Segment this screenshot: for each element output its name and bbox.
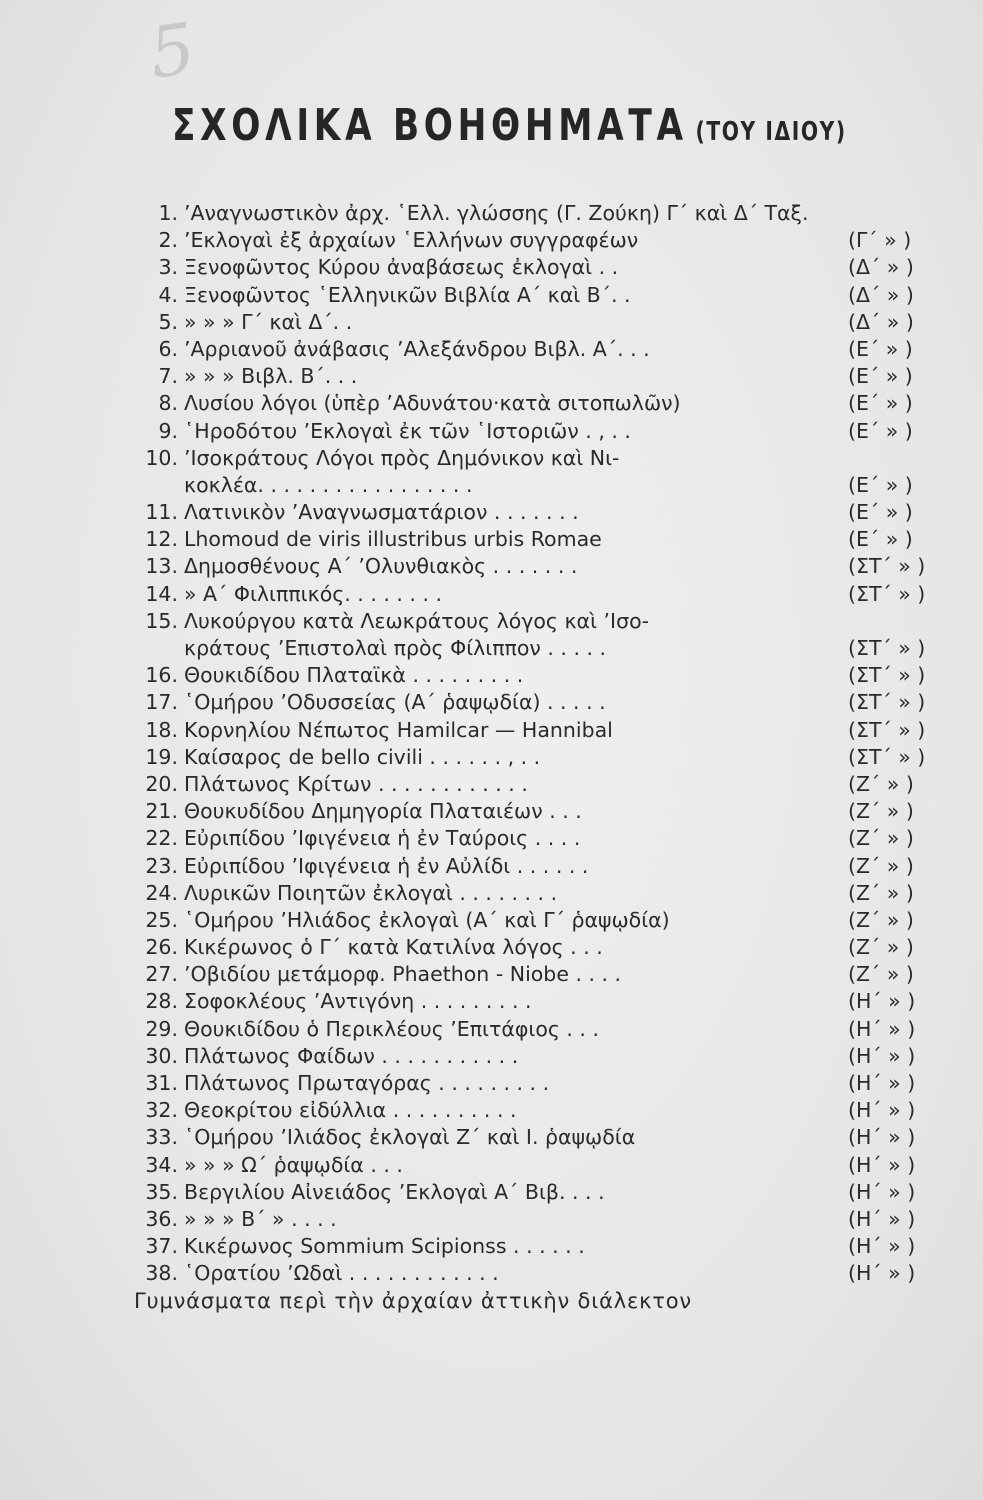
item-title: Θουκιδίδου ὁ Περικλέους ’Επιτάφιος . . . [184, 1016, 599, 1041]
list-item [0, 1260, 983, 1287]
item-title: Βεργιλίου Αἰνειάδος ’Εκλογαὶ Α΄ Βιβ. . . . [184, 1179, 605, 1204]
item-number: 38. [145, 1261, 178, 1286]
item-number: 36. [145, 1206, 178, 1231]
item-title: Λυρικῶν Ποιητῶν ἐκλογαὶ . . . . . . . . [184, 880, 558, 905]
item-number: 27. [145, 962, 178, 987]
item-number: 35. [145, 1179, 178, 1204]
item-number: 12. [145, 527, 178, 552]
item-number: 25. [145, 907, 178, 932]
item-number: 37. [145, 1234, 178, 1259]
item-class-level: (Η΄ » ) [848, 989, 916, 1014]
item-class-level: (Ζ΄ » ) [848, 880, 914, 905]
list-item [0, 1124, 983, 1151]
title-subtitle: (ΤΟΥ ΙΔΙΟΥ) [695, 117, 847, 147]
item-title: ῾Ορατίου ’Ωδαὶ . . . . . . . . . . . . [184, 1261, 499, 1286]
list-item [0, 1097, 983, 1124]
list-item [0, 853, 983, 880]
item-title: » » » Γ΄ καὶ Δ΄. . [184, 309, 353, 334]
item-number: 28. [145, 989, 178, 1014]
item-number: 19. [145, 744, 178, 769]
item-class-level: (ΣΤ΄ » ) [848, 636, 926, 660]
item-title: Ξενοφῶντος ῾Ελληνικῶν Βιβλία Α΄ καὶ Β΄. . [184, 282, 631, 307]
item-title: » Α΄ Φιλιππικός. . . . . . . . [184, 581, 443, 606]
item-class-level: (Η΄ » ) [848, 1125, 916, 1150]
item-class-level: (ΣΤ΄ » ) [848, 744, 926, 769]
item-title: ’Εκλογαὶ ἐξ ἀρχαίων ῾Ελλήνων συγγραφέων [184, 228, 639, 253]
list-item [0, 961, 983, 988]
item-title: Σοφοκλέους ’Αντιγόνη . . . . . . . . . [184, 989, 532, 1014]
item-title: Θουκιδίδου Πλαταϊκὰ . . . . . . . . . [184, 663, 524, 688]
item-title: Καίσαρος de bello civili . . . . . . , . . [184, 744, 541, 769]
item-title: Εὐριπίδου ’Ιφιγένεια ἡ ἐν Αὐλίδι . . . . . . [184, 853, 589, 878]
item-class-level: (Η΄ » ) [848, 1071, 916, 1095]
item-number: 24. [145, 880, 178, 905]
item-class-level: (Ζ΄ » ) [848, 907, 914, 932]
item-title: Lhomoud de viris illustribus urbis Romae [184, 527, 602, 552]
list-item [0, 1043, 983, 1070]
item-title: Λατινικὸν ’Αναγνωσματάριον . . . . . . . [184, 500, 579, 525]
item-number: 11. [145, 500, 178, 525]
item-title: κοκλέα. . . . . . . . . . . . . . . . . [184, 472, 473, 497]
list-item [0, 200, 983, 227]
item-class-level: (Δ΄ » ) [848, 309, 914, 334]
item-class-level: (Δ΄ » ) [848, 282, 914, 307]
list-item [0, 418, 983, 445]
item-number: 14. [145, 581, 178, 606]
list-item [0, 934, 983, 961]
item-number: 26. [145, 935, 178, 960]
footer-line [0, 1288, 983, 1315]
item-class-level: (Ε΄ » ) [848, 500, 913, 525]
item-title: » » » Ω΄ ῥαψῳδία . . . [184, 1152, 403, 1177]
item-title: Πλάτωνος Φαίδων . . . . . . . . . . . [184, 1043, 519, 1068]
item-class-level: (Ε΄ » ) [848, 472, 913, 497]
item-title: Κορνηλίου Νέπωτος Hamilcar — Hannibal [184, 717, 613, 742]
list-item [0, 1179, 983, 1206]
list-item [0, 662, 983, 689]
list-item [0, 1016, 983, 1043]
list-item [0, 390, 983, 417]
item-class-level: (Ε΄ » ) [848, 391, 913, 416]
item-class-level: (ΣΤ΄ » ) [848, 690, 926, 715]
item-class-level: (ΣΤ΄ » ) [848, 581, 926, 606]
list-item [0, 798, 983, 825]
list-item [0, 744, 983, 771]
item-class-level: (Η΄ » ) [848, 1016, 916, 1041]
item-title: Κικέρωνος ὁ Γ΄ κατὰ Κατιλίνα λόγος . . . [184, 935, 603, 960]
item-class-level: (Η΄ » ) [848, 1234, 916, 1259]
item-title: ῾Ομήρου ’Ηλιάδος ἐκλογαὶ (Α΄ καὶ Γ΄ ῥαψῳδία) [184, 907, 670, 932]
item-title: ῾Ομήρου ’Οδυσσείας (Α΄ ῥαψῳδία) . . . . . [184, 690, 606, 715]
item-title: Θεοκρίτου εἰδύλλια . . . . . . . . . . [184, 1098, 517, 1123]
list-item [0, 363, 983, 390]
item-title: Θουκυδίδου Δημηγορία Πλαταιέων . . . [184, 799, 582, 824]
list-item [0, 553, 983, 580]
list-item [0, 309, 983, 336]
item-class-level: (Ε΄ » ) [848, 418, 913, 443]
item-title: Κικέρωνος Sommium Scipionss . . . . . . [184, 1234, 585, 1259]
item-title: Δημοσθένους Α΄ ’Ολυνθιακὸς . . . . . . . [184, 554, 578, 579]
list-item [0, 1070, 983, 1097]
list-item [0, 1152, 983, 1179]
item-title: Εὐριπίδου ’Ιφιγένεια ἡ ἐν Ταύροις . . . . [184, 826, 581, 851]
list-item [0, 689, 983, 716]
item-class-level: (Ζ΄ » ) [848, 962, 914, 987]
item-number: 20. [145, 771, 178, 796]
list-item [0, 282, 983, 309]
list-item [0, 635, 983, 662]
item-title: ῾Ομήρου ’Ιλιάδος ἐκλογαὶ Ζ΄ καὶ Ι. ῥαψῳδία [184, 1125, 636, 1150]
item-class-level: (Ε΄ » ) [848, 364, 913, 389]
list-item [0, 1233, 983, 1260]
item-number: 16. [145, 663, 178, 688]
item-number: 22. [145, 826, 178, 851]
list-item [0, 608, 983, 635]
list-item [0, 526, 983, 553]
item-class-level: (Η΄ » ) [848, 1043, 916, 1068]
item-number: 3. [158, 255, 178, 280]
item-number: 23. [145, 853, 178, 878]
item-number: 32. [145, 1098, 178, 1123]
item-number: 18. [145, 717, 178, 742]
item-class-level: (Ζ΄ » ) [848, 826, 914, 851]
item-class-level: (Ζ΄ » ) [848, 935, 914, 960]
item-number: 1. [158, 201, 178, 225]
list-item [0, 336, 983, 363]
item-number: 8. [158, 391, 178, 416]
list-item [0, 1206, 983, 1233]
list-item [0, 227, 983, 254]
footer-text: Γυμνάσματα περὶ τὴν ἀρχαίαν ἀττικὴν διάλεκτον [134, 1288, 692, 1313]
item-class-level: (Δ΄ » ) [848, 255, 914, 280]
list-item [0, 771, 983, 798]
list-item [0, 472, 983, 499]
item-number: 34. [145, 1152, 178, 1177]
list-item [0, 581, 983, 608]
item-class-level: (Ζ΄ » ) [848, 853, 914, 878]
list-item [0, 825, 983, 852]
item-title: Πλάτωνος Πρωταγόρας . . . . . . . . . [184, 1071, 550, 1095]
item-title: Πλάτωνος Κρίτων . . . . . . . . . . . . [184, 771, 528, 796]
book-list [0, 200, 983, 1315]
item-class-level: (Ε΄ » ) [848, 527, 913, 552]
item-number: 29. [145, 1016, 178, 1041]
item-number: 9. [158, 418, 178, 443]
item-class-level: (Ζ΄ » ) [848, 771, 914, 796]
item-number: 7. [158, 364, 178, 389]
item-class-level: (Η΄ » ) [848, 1206, 916, 1231]
item-number: 15. [145, 608, 178, 633]
item-class-level: (Γ΄ » ) [848, 228, 912, 253]
item-title: Λυσίου λόγοι (ὑπὲρ ’Αδυνάτου·κατὰ σιτοπωλῶν) [184, 391, 681, 416]
list-item [0, 445, 983, 472]
list-item [0, 988, 983, 1015]
item-title: κράτους ’Επιστολαὶ πρὸς Φίλιππον . . . . . [184, 636, 607, 660]
item-number: 31. [145, 1071, 178, 1095]
list-item [0, 499, 983, 526]
list-item [0, 254, 983, 281]
item-title: » » » Β΄ » . . . . [184, 1206, 337, 1231]
list-item [0, 880, 983, 907]
item-title: ’Οβιδίου μετάμορφ. Phaethon - Niobe . . . . [184, 962, 622, 987]
item-title: » » » Βιβλ. Β΄. . . [184, 364, 358, 389]
item-number: 33. [145, 1125, 178, 1150]
list-item [0, 717, 983, 744]
item-number: 6. [158, 336, 178, 361]
item-number: 13. [145, 554, 178, 579]
item-number: 4. [158, 282, 178, 307]
item-class-level: (Ε΄ » ) [848, 336, 913, 361]
pencil-page-number: 5 [144, 7, 201, 95]
item-title: ’Αναγνωστικὸν ἀρχ. ῾Ελλ. γλώσσης (Γ. Ζούκη) Γ΄ καὶ Δ΄ Ταξ. [184, 201, 809, 225]
item-number: 2. [158, 228, 178, 253]
item-class-level: (Η΄ » ) [848, 1179, 916, 1204]
title-main: ΣΧΟΛΙΚΑ ΒΟΗΘΗΜΑΤΑ [172, 100, 688, 151]
item-class-level: (Ζ΄ » ) [848, 799, 914, 824]
item-class-level: (ΣΤ΄ » ) [848, 663, 926, 688]
item-number: 5. [158, 309, 178, 334]
item-title: ’Ισοκράτους Λόγοι πρὸς Δημόνικον καὶ Νι- [184, 445, 620, 470]
item-class-level: (Η΄ » ) [848, 1261, 916, 1286]
item-number: 21. [145, 799, 178, 824]
item-class-level: (Η΄ » ) [848, 1098, 916, 1123]
item-title: ῾Ηροδότου ’Εκλογαὶ ἐκ τῶν ῾Ιστοριῶν . , . . [184, 418, 631, 443]
item-title: Λυκούργου κατὰ Λεωκράτους λόγος καὶ ’Ισο- [184, 608, 650, 633]
item-class-level: (Η΄ » ) [848, 1152, 916, 1177]
item-class-level: (ΣΤ΄ » ) [848, 554, 926, 579]
item-class-level: (ΣΤ΄ » ) [848, 717, 926, 742]
list-item [0, 907, 983, 934]
page-title [172, 100, 847, 151]
item-title: Ξενοφῶντος Κύρου ἀναβάσεως ἐκλογαὶ . . [184, 255, 619, 280]
item-title: ’Αρριανοῦ ἀνάβασις ’Αλεξάνδρου Βιβλ. Α΄. . . [184, 336, 650, 361]
item-number: 10. [145, 445, 178, 470]
item-number: 30. [145, 1043, 178, 1068]
item-number: 17. [145, 690, 178, 715]
